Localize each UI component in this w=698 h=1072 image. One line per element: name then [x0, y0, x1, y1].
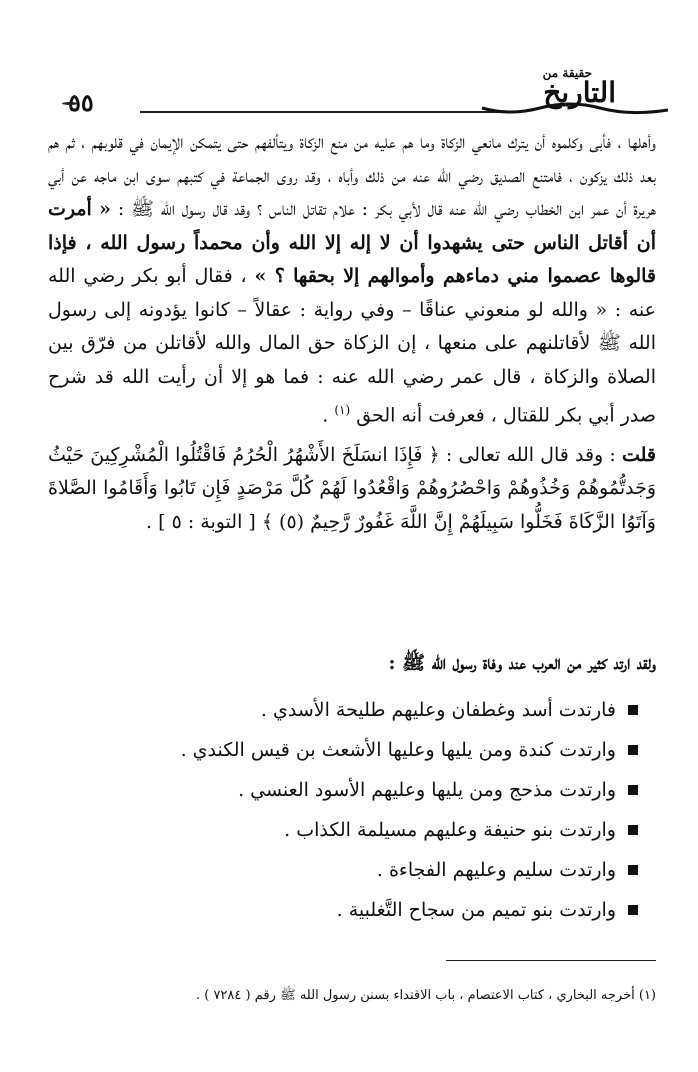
list-item-text: وارتدت بنو تميم من سجاح التَّغلبية . — [336, 899, 616, 921]
paragraph-2 — [48, 439, 656, 540]
square-bullet-icon — [628, 905, 638, 915]
square-bullet-icon — [628, 745, 638, 755]
apostasy-list — [78, 690, 638, 930]
logo-title: التاريخ — [543, 76, 616, 109]
hadith-quote: « أمرت أن أقاتل الناس حتى يشهدوا أن لا إله إلا الله وأن محمداً رسول الله ، فإذا قالوها عصموا مني دماءهم وأموالهم إلا بحقها ؟ » — [48, 198, 656, 287]
qult-label: قلت — [621, 443, 656, 466]
square-bullet-icon — [628, 825, 638, 835]
list-item-text: وارتدت كندة ومن يليها وعليها الأشعث بن قيس الكندي . — [180, 739, 616, 761]
paragraph-text: وأهلها ، فأبى وكلموه أن يترك مانعي الزكاة وما هم عليه من منع الزكاة ويتألفهم حتى يتمكن الإيمان في قلوبهم ، ثم هم بعد ذلك يزكون ، فامتنع الصديق رضي الله عنه من ذلك وأباه ، وقد روى الجماعة في كتبهم سوى ابن ماجه عن أبي هريرة أن عمر ابن الخطاب رضي الله عنه قال لأبي بكر : علام تقاتل الناس ؟ وقد قال رسول الله ﷺ : — [48, 131, 656, 220]
book-logo — [480, 62, 670, 118]
list-item — [78, 850, 638, 890]
list-item-text: وارتدت سليم وعليهم الفجاءة . — [376, 859, 616, 881]
main-text — [48, 126, 656, 539]
list-item-text: فارتدت أسد وغطفان وعليهم طليحة الأسدي . — [260, 699, 616, 721]
list-item — [78, 810, 638, 850]
paragraph-1 — [48, 126, 656, 433]
page-number: ٥٥ — [68, 88, 94, 117]
footnote: (١) أخرجه البخاري ، كتاب الاعتصام ، باب الاقتداء بسنن رسول الله ﷺ رقم ( ٧٢٨٤ ) . — [195, 988, 656, 1003]
footnote-marker: (١) — [334, 403, 351, 417]
list-item-text: وارتدت بنو حنيفة وعليهم مسيلمة الكذاب . — [284, 819, 616, 841]
section-heading: ولقد ارتد كثير من العرب عند وفاة رسول الله ﷺ : — [388, 652, 656, 674]
list-item — [78, 770, 638, 810]
list-item — [78, 890, 638, 930]
logo-swash-icon — [480, 102, 670, 116]
square-bullet-icon — [628, 865, 638, 875]
list-item — [78, 730, 638, 770]
square-bullet-icon — [628, 705, 638, 715]
page-number-ornament — [62, 102, 78, 105]
quran-verse: : وقد قال الله تعالى : ﴿ فَإِذَا انسَلَخَ الأَشْهُرُ الْحُرُمُ فَاقْتُلُوا الْمُشْرِكِينَ حَيْثُ وَجَدتُّمُوهُمْ وَخُذُوهُمْ وَاحْصُرُوهُمْ وَاقْعُدُوا لَهُمْ كُلَّ مَرْصَدٍ فَإِن تَابُوا وَأَقَامُوا الصَّلاةَ وَآتَوُا الزَّكَاةَ فَخَلُّوا سَبِيلَهُمْ إِنَّ اللَّهَ غَفُورٌ رَّحِيمٌ (٥) ﴾ [ التوبة : ٥ ] . — [48, 443, 656, 533]
logo-subtitle: حقيقة من — [542, 66, 592, 80]
footnote-rule — [446, 960, 656, 961]
list-item-text: وارتدت مذحج ومن يليها وعليهم الأسود العنسي . — [238, 779, 616, 801]
header-rule — [140, 111, 500, 113]
page-header — [30, 62, 670, 122]
paragraph-continuation: ، فقال أبو بكر رضي الله عنه : « والله لو منعوني عناقًا – وفي رواية : عقالاً – كانوا يؤدونه إلى رسول الله ﷺ لأقاتلنهم على منعها ، إن الزكاة حق المال والله لأقاتلن من فرّق بين الصلاة والزكاة ، قال عمر رضي الله عنه : فما هو إلا أن رأيت الله قد شرح صدر أبي بكر للقتال ، فعرفت أنه الحق — [48, 265, 656, 427]
list-item — [78, 690, 638, 730]
paragraph-end: . — [322, 404, 329, 427]
square-bullet-icon — [628, 785, 638, 795]
